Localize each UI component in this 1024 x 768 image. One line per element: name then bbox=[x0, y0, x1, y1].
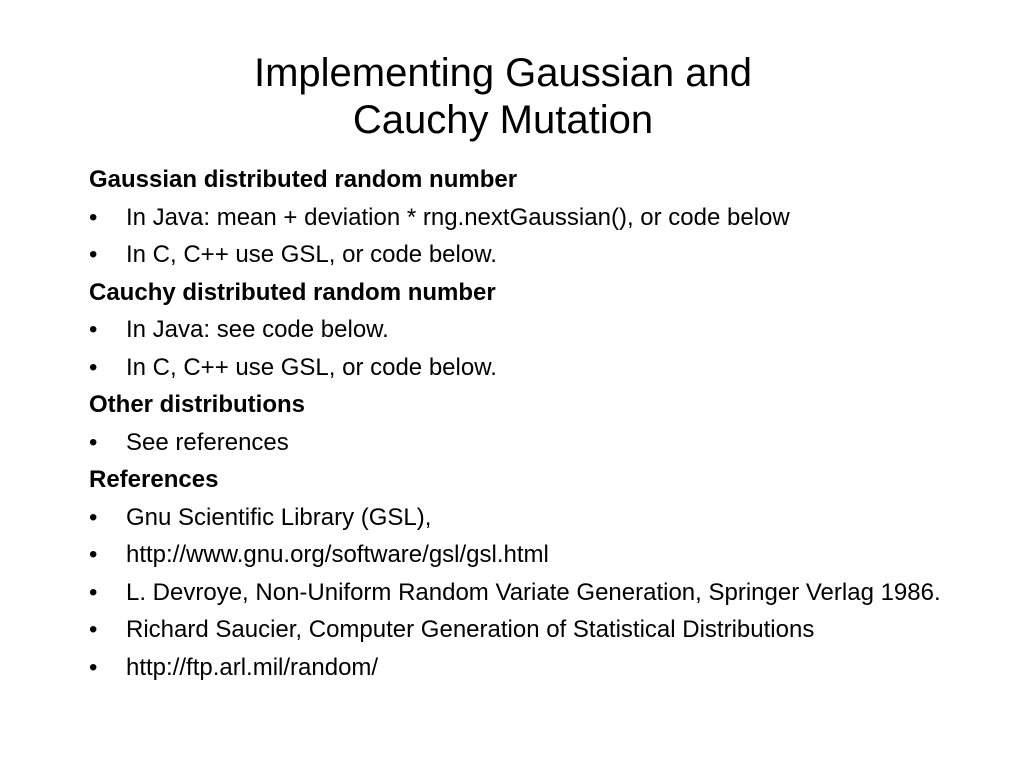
bullet-icon: • bbox=[89, 653, 98, 681]
list-item bbox=[89, 204, 989, 232]
slide-body bbox=[89, 166, 989, 691]
bullet-icon: • bbox=[89, 203, 98, 231]
list-item-text: L. Devroye, Non-Uniform Random Variate Generation, Springer Verlag 1986. bbox=[126, 578, 941, 606]
bullet-icon: • bbox=[89, 353, 98, 381]
bullet-icon: • bbox=[89, 616, 98, 643]
list-item bbox=[89, 654, 989, 682]
section-heading-other: Other distributions bbox=[89, 391, 305, 418]
list-item-text: In C, C++ use GSL, or code below. bbox=[126, 353, 497, 381]
list-item bbox=[89, 541, 989, 569]
section-heading-cauchy: Cauchy distributed random number bbox=[89, 278, 496, 306]
list-item bbox=[89, 616, 989, 644]
list-item bbox=[89, 241, 989, 269]
list-item-text: Richard Saucier, Computer Generation of Statistical Distributions bbox=[126, 616, 815, 643]
bullet-icon: • bbox=[89, 541, 98, 568]
bullet-icon: • bbox=[89, 578, 98, 606]
list-item-text: http://www.gnu.org/software/gsl/gsl.html bbox=[126, 541, 549, 568]
list-item-text: In Java: see code below. bbox=[126, 316, 389, 343]
list-item bbox=[89, 504, 989, 532]
section-heading-gaussian: Gaussian distributed random number bbox=[89, 166, 518, 193]
bullet-icon: • bbox=[89, 428, 98, 456]
list-item bbox=[89, 316, 989, 344]
bullet-icon: • bbox=[89, 316, 98, 343]
slide-title bbox=[0, 50, 1006, 144]
title-line-2: Cauchy Mutation bbox=[352, 98, 654, 142]
bullet-icon: • bbox=[89, 241, 98, 268]
list-item-text: In Java: mean + deviation * rng.nextGaussian(), or code below bbox=[126, 203, 790, 231]
list-item-text: http://ftp.arl.mil/random/ bbox=[126, 653, 379, 681]
list-item bbox=[89, 354, 989, 382]
list-item-text: See references bbox=[126, 428, 289, 456]
section-heading-references: References bbox=[89, 466, 219, 493]
list-item-text: In C, C++ use GSL, or code below. bbox=[126, 241, 497, 268]
list-item-text: Gnu Scientific Library (GSL), bbox=[126, 503, 432, 531]
bullet-icon: • bbox=[89, 503, 98, 531]
title-line-1: Implementing Gaussian and bbox=[253, 51, 753, 95]
list-item bbox=[89, 579, 989, 607]
list-item bbox=[89, 429, 989, 457]
